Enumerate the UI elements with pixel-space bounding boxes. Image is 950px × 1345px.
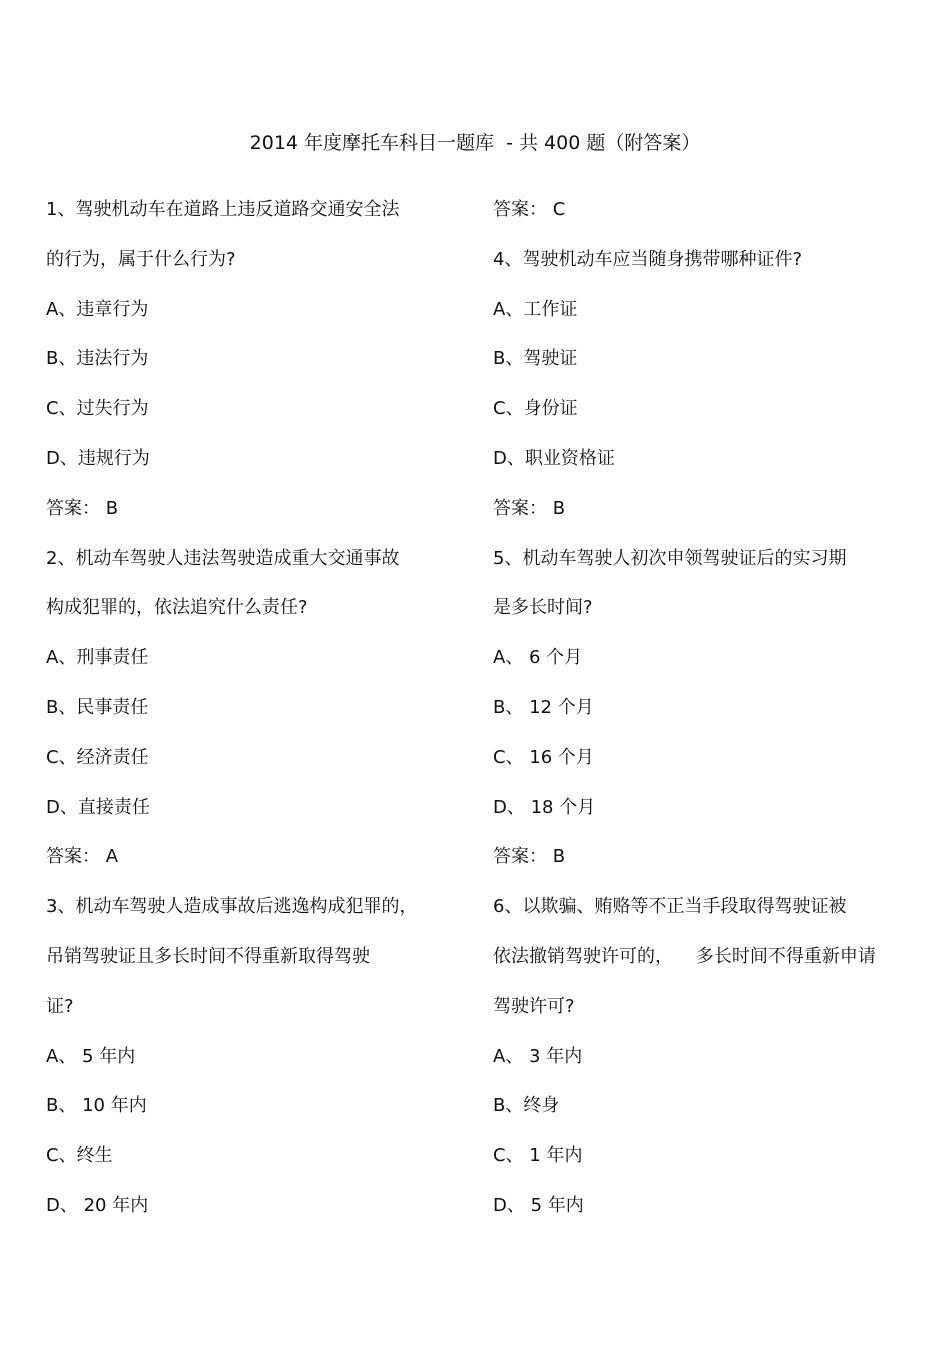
text-line: 答案： C [493, 199, 566, 220]
text-line: D、直接责任 [46, 796, 150, 818]
text-line: A、 6 个月 [493, 647, 583, 669]
text-line: C、终生 [46, 1145, 113, 1167]
text-line: 1、驾驶机动车在道路上违反道路交通安全法 [46, 199, 400, 220]
text-line: A、 5 年内 [46, 1045, 136, 1067]
right-column [493, 195, 913, 1241]
text-line: D、职业资格证 [493, 447, 615, 469]
text-line: 答案： B [46, 497, 119, 519]
text-line: 依法撤销驾驶许可的， 多长时间不得重新申请 [493, 945, 876, 967]
text-line: B、违法行为 [46, 348, 149, 370]
text-line: B、驾驶证 [493, 348, 578, 370]
text-line: D、 18 个月 [493, 796, 596, 818]
text-line: 证? [46, 995, 74, 1017]
text-line: B、民事责任 [46, 696, 149, 718]
text-line: 答案： B [493, 497, 566, 519]
text-line: A、工作证 [493, 298, 578, 320]
text-line: C、经济责任 [46, 746, 149, 768]
text-line: 3、机动车驾驶人造成事故后逃逸构成犯罪的， [46, 896, 418, 918]
text-line: 4、驾驶机动车应当随身携带哪种证件? [493, 248, 803, 270]
text-line: 5、机动车驾驶人初次申领驾驶证后的实习期 [493, 547, 847, 569]
text-line: D、 5 年内 [493, 1194, 584, 1216]
text-line: D、 20 年内 [46, 1194, 149, 1216]
text-line: 的行为，属于什么行为? [46, 248, 236, 270]
text-line: C、身份证 [493, 398, 578, 420]
text-line: 是多长时间? [493, 597, 593, 619]
text-line: C、 16 个月 [493, 746, 594, 768]
text-line: 6、以欺骗、贿赂等不正当手段取得驾驶证被 [493, 896, 847, 918]
text-line: B、 12 个月 [493, 696, 594, 718]
text-line: 2、机动车驾驶人违法驾驶造成重大交通事故 [46, 547, 400, 569]
text-line: 驾驶许可? [493, 995, 575, 1017]
text-line: 构成犯罪的，依法追究什么责任? [46, 597, 308, 619]
page-title: 2014 年度摩托车科目一题库 - 共 400 题（附答案） [249, 132, 701, 154]
text-line: 吊销驾驶证且多长时间不得重新取得驾驶 [46, 945, 370, 967]
text-line: A、违章行为 [46, 298, 149, 320]
text-line: C、过失行为 [46, 398, 149, 420]
text-line: 答案： B [493, 846, 566, 868]
left-column [46, 195, 446, 1241]
text-line: B、终身 [493, 1095, 560, 1117]
text-line: C、 1 年内 [493, 1145, 583, 1167]
text-line: B、 10 年内 [46, 1095, 147, 1117]
text-line: 答案： A [46, 846, 119, 868]
text-line: A、刑事责任 [46, 647, 149, 669]
text-line: A、 3 年内 [493, 1045, 583, 1067]
text-line: D、违规行为 [46, 447, 150, 469]
